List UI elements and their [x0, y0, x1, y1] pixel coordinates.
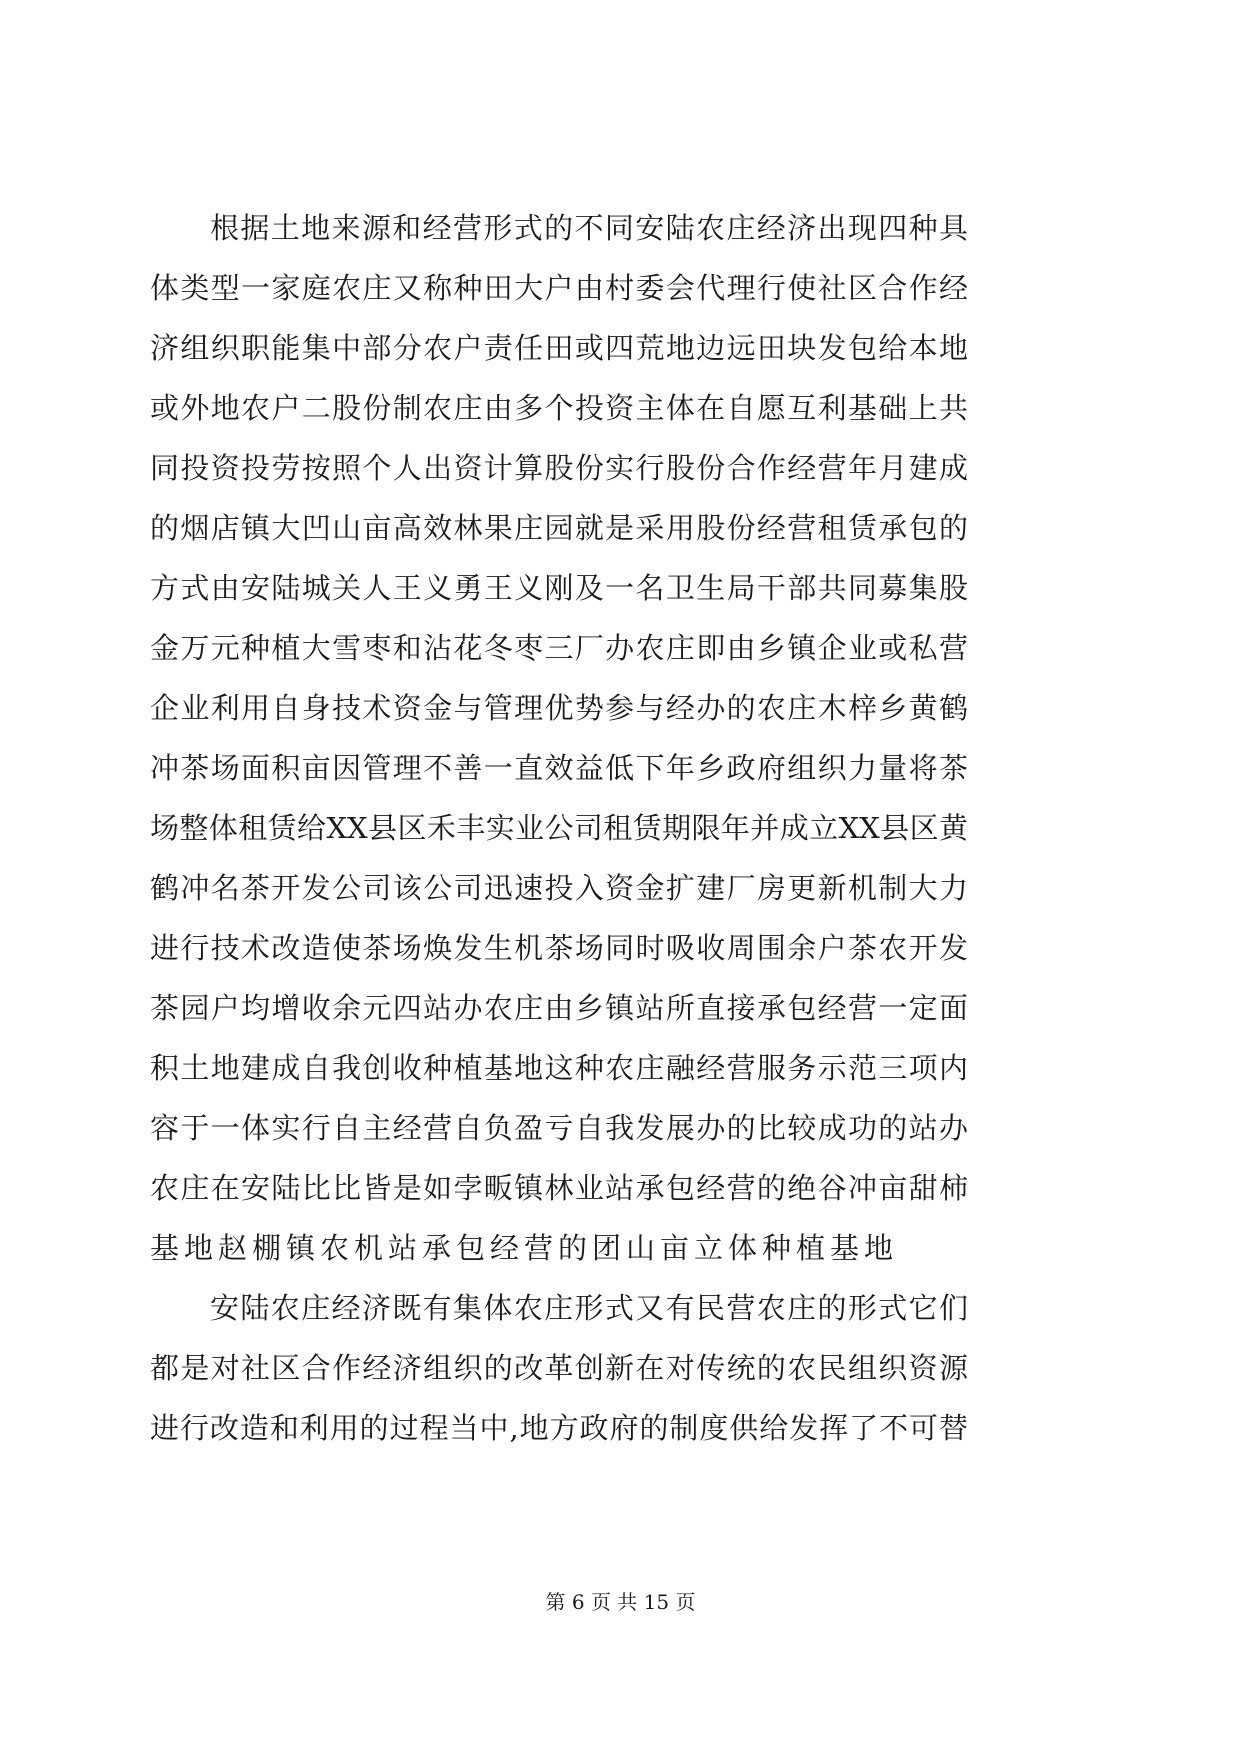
text-line: 方式由安陆城关人王义勇王义刚及一名卫生局干部共同募集股	[150, 571, 968, 605]
text-line: 体类型一家庭农庄又称种田大户由村委会代理行使社区合作经	[150, 271, 968, 305]
text-line: 进行改造和利用的过程当中,地方政府的制度供给发挥了不可替	[150, 1411, 968, 1445]
text-line: 的烟店镇大凹山亩高效林果庄园就是采用股份经营租赁承包的	[150, 511, 968, 545]
text-line: 或外地农户二股份制农庄由多个投资主体在自愿互利基础上共	[150, 391, 968, 425]
text-line: 鹤冲名茶开发公司该公司迅速投入资金扩建厂房更新机制大力	[150, 871, 968, 905]
text-line: 同投资投劳按照个人出资计算股份实行股份合作经营年月建成	[150, 451, 968, 485]
page-number: 第 6 页 共 15 页	[545, 1590, 696, 1614]
text-line: 场整体租赁给XX县区禾丰实业公司租赁期限年并成立XX县区黄	[150, 811, 968, 845]
text-line: 企业利用自身技术资金与管理优势参与经办的农庄木梓乡黄鹤	[150, 691, 968, 725]
text-line: 农庄在安陆比比皆是如孛畈镇林业站承包经营的绝谷冲亩甜柿	[150, 1171, 968, 1205]
text-line: 基地赵棚镇农机站承包经营的团山亩立体种植基地	[150, 1231, 899, 1265]
text-line: 进行技术改造使茶场焕发生机茶场同时吸收周围余户茶农开发	[150, 931, 968, 965]
text-line: 济组织职能集中部分农户责任田或四荒地边远田块发包给本地	[150, 331, 968, 365]
text-line: 安陆农庄经济既有集体农庄形式又有民营农庄的形式它们	[210, 1291, 968, 1325]
text-line: 冲茶场面积亩因管理不善一直效益低下年乡政府组织力量将茶	[150, 751, 968, 785]
text-line: 积土地建成自我创收种植基地这种农庄融经营服务示范三项内	[150, 1051, 968, 1085]
text-line: 容于一体实行自主经营自负盈亏自我发展办的比较成功的站办	[150, 1111, 968, 1145]
text-line: 茶园户均增收余元四站办农庄由乡镇站所直接承包经营一定面	[150, 991, 968, 1025]
text-line: 根据土地来源和经营形式的不同安陆农庄经济出现四种具	[210, 211, 968, 245]
text-line: 都是对社区合作经济组织的改革创新在对传统的农民组织资源	[150, 1351, 968, 1385]
text-line: 金万元种植大雪枣和沾花冬枣三厂办农庄即由乡镇企业或私营	[150, 631, 968, 665]
